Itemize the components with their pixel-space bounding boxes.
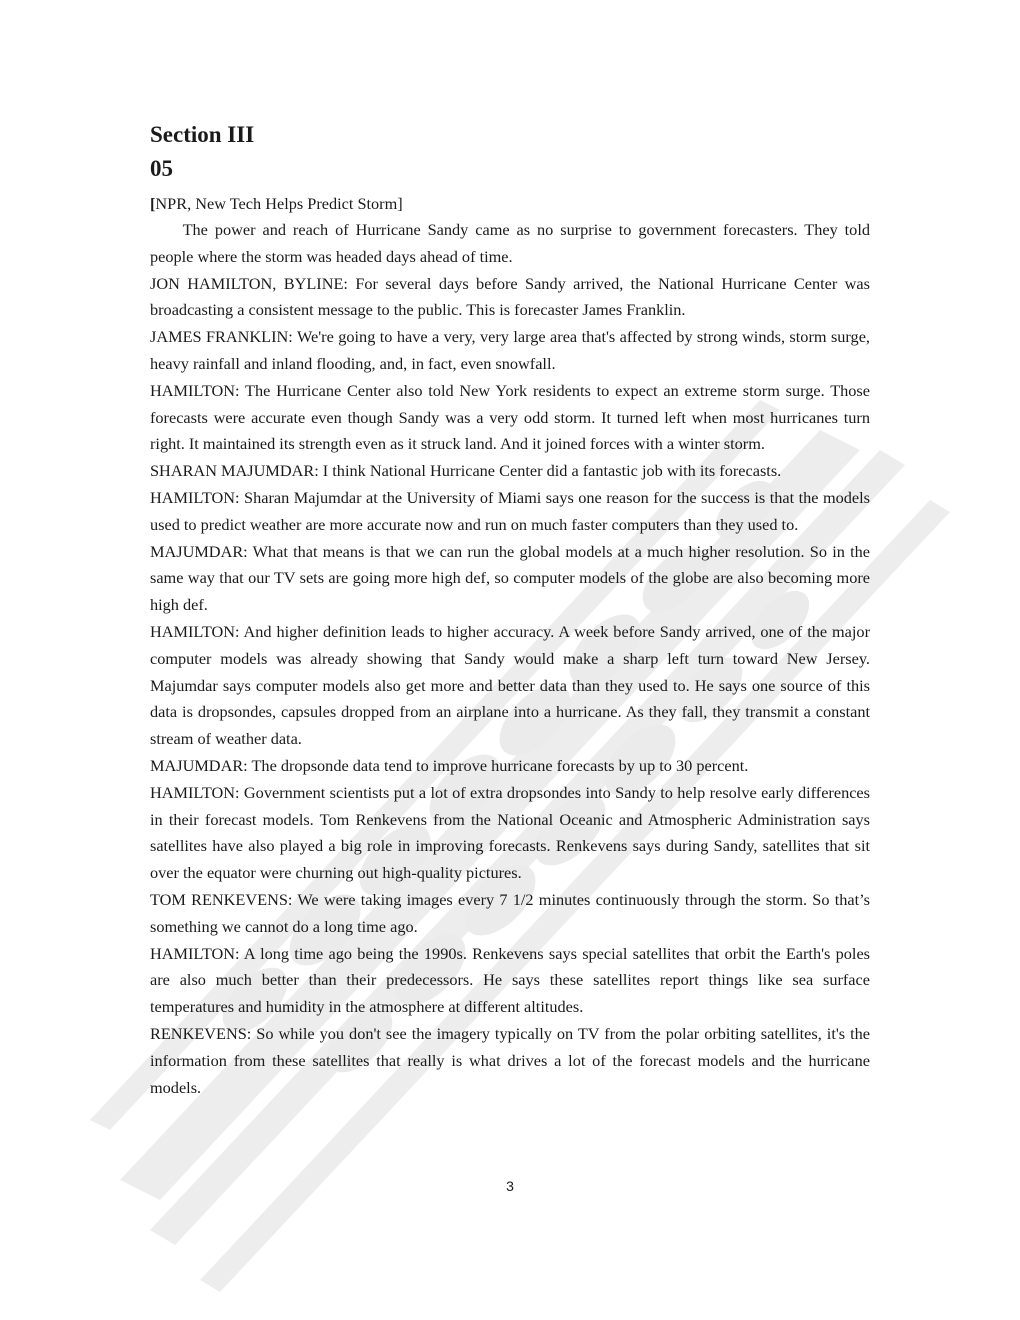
transcript-paragraph: HAMILTON: And higher definition leads to higher accuracy. A week before Sandy arrived, one of the major computer models was already showing that Sandy would make a sharp left turn toward New Jersey. Majumdar says computer models also get more and better data than they used to. He says one source of this data is dropsondes, capsules dropped from an airplane into a hurricane. As they fall, they transmit a constant stream of weather data. <box>150 621 870 749</box>
transcript-paragraph: HAMILTON: Sharan Majumdar at the University of Miami says one reason for the success is that the models used to predict weather are more accurate now and run on much faster computers than they used to. <box>150 487 870 534</box>
source-citation <box>150 190 870 217</box>
transcript-paragraph: JON HAMILTON, BYLINE: For several days before Sandy arrived, the National Hurricane Center was broadcasting a consistent message to the public. This is forecaster James Franklin. <box>150 273 870 320</box>
section-title: Section III <box>150 122 255 147</box>
intro-paragraph: The power and reach of Hurricane Sandy came as no surprise to government forecasters. They told people where the storm was headed days ahead of time. <box>150 220 870 266</box>
transcript-paragraph: HAMILTON: A long time ago being the 1990s. Renkevens says special satellites that orbit the Earth's poles are also much better than their predecessors. He says these satellites report things like sea surface temperatures and humidity in the atmosphere at different altitudes. <box>150 943 870 1017</box>
source-text: NPR, New Tech Helps Predict Storm] <box>155 194 403 213</box>
transcript-paragraph: MAJUMDAR: What that means is that we can run the global models at a much higher resolution. So in the same way that our TV sets are going more high def, so computer models of the globe are also becoming more high def. <box>150 541 870 615</box>
transcript-paragraph: RENKEVENS: So while you don't see the imagery typically on TV from the polar orbiting satellites, it's the information from these satellites that really is what drives a lot of the forecast models and the hurricane models. <box>150 1023 870 1097</box>
transcript-paragraph: SHARAN MAJUMDAR: I think National Hurricane Center did a fantastic job with its forecasts. <box>150 461 782 481</box>
transcript-paragraph: TOM RENKEVENS: We were taking images every 7 1/2 minutes continuously through the storm. So that’s something we cannot do a long time ago. <box>150 889 870 936</box>
transcript-paragraph: MAJUMDAR: The dropsonde data tend to improve hurricane forecasts by up to 30 percent. <box>150 755 749 775</box>
transcript-paragraph: HAMILTON: Government scientists put a lot of extra dropsondes into Sandy to help resolve early differences in their forecast models. Tom Renkevens from the National Oceanic and Atmospheric Administration says satellites have also played a big role in improving forecasts. Renkevens says during Sandy, satellites that sit over the equator were churning out high-quality pictures. <box>150 782 870 883</box>
transcript-paragraph: HAMILTON: The Hurricane Center also told New York residents to expect an extreme storm surge. Those forecasts were accurate even though Sandy was a very odd storm. It turned left when most hurricanes turn right. It maintained its strength even as it struck land. And it joined forces with a winter storm. <box>150 380 870 454</box>
page-number: 3 <box>506 1178 514 1194</box>
source-open-bracket: [ <box>150 194 156 213</box>
transcript-paragraph: JAMES FRANKLIN: We're going to have a very, very large area that's affected by strong winds, storm surge, heavy rainfall and inland flooding, and, in fact, even snowfall. <box>150 327 870 373</box>
section-number: 05 <box>150 156 173 181</box>
article-body <box>150 118 870 1101</box>
